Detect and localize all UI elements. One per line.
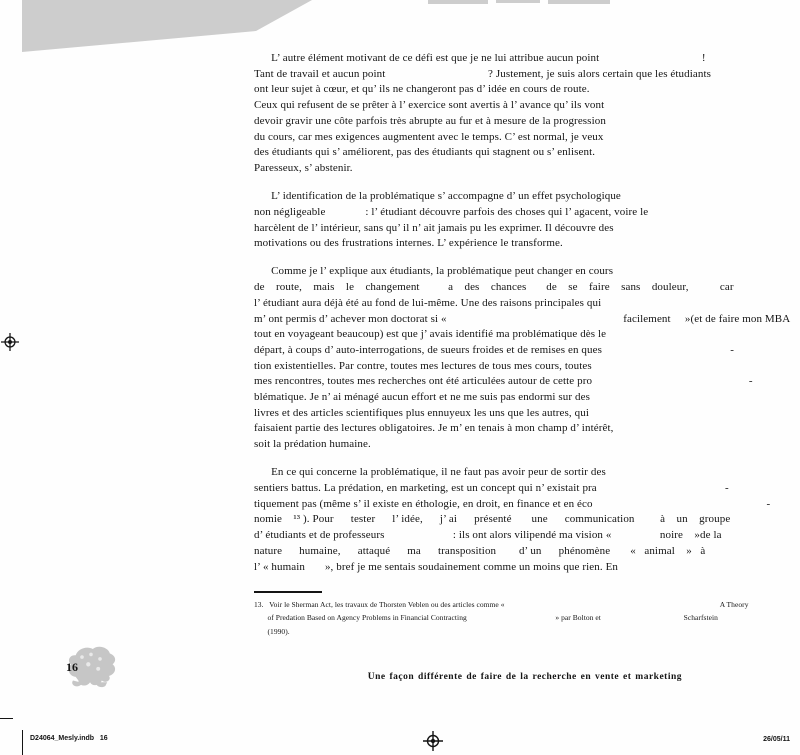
main-text-column bbox=[254, 51, 791, 638]
text-line: d’ étudiants et de professeurs : ils ont alors vilipendé ma vision « noire »de la bbox=[254, 529, 722, 542]
text-line: Ceux qui refusent de se prêter à l’ exercice sont avertis à l’ avance qu’ ils vont bbox=[254, 99, 605, 112]
text-line: 13. Voir le Sherman Act, les travaux de Thorsten Veblen ou des articles comme « A Theory bbox=[254, 599, 749, 609]
running-footer-title: Une façon différente de faire de la recherche en vente et marketing bbox=[367, 672, 682, 682]
text-line: ont leur sujet à cœur, et qu’ ils ne changeront pas d’ idée en cours de route. bbox=[254, 83, 590, 96]
slug-filename: D24064_Mesly.indb 16 bbox=[30, 735, 108, 742]
text-line: (1990). bbox=[254, 626, 290, 636]
registration-mark-icon bbox=[423, 731, 443, 751]
paragraph bbox=[254, 51, 734, 177]
text-line: Tant de travail et aucun point ? Justement, je suis alors certain que les étudiants bbox=[254, 67, 712, 80]
text-line: faisaient partie des lectures obligatoires. Je m’ en tenais à mon champ d’ intérêt, bbox=[254, 422, 614, 435]
text-line: tiquement pas (même s’ il existe en éthologie, en droit, en finance et en éco - bbox=[254, 497, 771, 510]
text-line: motivations ou des frustrations internes. L’ expérience le transforme. bbox=[254, 237, 563, 250]
text-line: non négligeable : l’ étudiant découvre parfois des choses qui l’ agacent, voire le bbox=[254, 205, 649, 218]
text-line: nature humaine, attaqué ma transposition d’ un phénomène « animal » à bbox=[254, 544, 706, 557]
text-line: l’ étudiant aura déjà été au fond de lui-même. Une des raisons principales qui bbox=[254, 296, 602, 309]
text-line: départ, à coups d’ auto-interrogations, de sueurs froides et de remises en ques - bbox=[254, 343, 734, 356]
text-line: of Predation Based on Agency Problems in Financial Contracting » par Bolton et Scharfstein bbox=[254, 613, 718, 623]
registration-mark-icon bbox=[1, 333, 19, 351]
page-edge-strip bbox=[548, 0, 610, 4]
text-line: soit la prédation humaine. bbox=[254, 438, 371, 451]
text-line: des étudiants qui s’ améliorent, pas des étudiants qui stagnent ou s’ enlisent. bbox=[254, 146, 596, 159]
paragraph bbox=[254, 189, 734, 252]
text-line: sentiers battus. La prédation, en marketing, est un concept qui n’ existait pra - bbox=[254, 482, 729, 495]
slug-date: 26/05/11 bbox=[763, 736, 790, 743]
text-line: livres et des articles scientifiques plus ennuyeux les uns que les autres, qui bbox=[254, 406, 589, 419]
text-line: tout en voyageant beaucoup) est que j’ avais identifié ma problématique dès le bbox=[254, 328, 607, 341]
crop-mark-horizontal bbox=[0, 718, 13, 719]
paragraph bbox=[254, 264, 791, 452]
text-line: harcèlent de l’ intérieur, sans qu’ il n’ ait jamais pu les exprimer. Il découvre des bbox=[254, 221, 614, 234]
text-line: Comme je l’ explique aux étudiants, la problématique peut changer en cours bbox=[254, 265, 614, 278]
page-edge-strip bbox=[428, 0, 488, 4]
text-line: du cours, car mes exigences augmentent avec le temps. C’ est normal, je veux bbox=[254, 130, 604, 143]
crop-mark-vertical bbox=[22, 730, 23, 755]
text-line: Paresseux, s’ abstenir. bbox=[254, 161, 353, 174]
text-line: L’ identification de la problématique s’ accompagne d’ un effet psychologique bbox=[254, 190, 621, 203]
text-line: nomie ¹³ ). Pour tester l’ idée, j’ ai présenté une communication à un groupe bbox=[254, 513, 731, 526]
page-edge-strip bbox=[496, 0, 540, 3]
paragraph bbox=[254, 465, 771, 575]
text-line: de route, mais le changement a des chances de se faire sans douleur, car bbox=[254, 281, 734, 294]
text-line: blématique. Je n’ ai ménagé aucun effort et ne me suis pas endormi sur des bbox=[254, 391, 590, 404]
text-line: devoir gravir une côte parfois très abrupte au fur et à mesure de la progression bbox=[254, 114, 606, 127]
footnote bbox=[254, 598, 749, 639]
text-line: l’ « humain », bref je me sentais soudainement comme un moins que rien. En bbox=[254, 560, 618, 573]
text-line: mes rencontres, toutes mes recherches ont été articulées autour de cette pro - bbox=[254, 375, 753, 388]
text-line: tion existentielles. Par contre, toutes mes lectures de tous mes cours, toutes bbox=[254, 359, 592, 372]
footnote-separator-rule bbox=[254, 591, 322, 593]
page-number: 16 bbox=[66, 660, 78, 674]
text-line: L’ autre élément motivant de ce défi est que je ne lui attribue aucun point ! bbox=[254, 52, 706, 64]
text-line: En ce qui concerne la problématique, il ne faut pas avoir peur de sortir des bbox=[254, 466, 606, 479]
text-line: m’ ont permis d’ achever mon doctorat si « facilement »(et de faire mon MBA bbox=[254, 312, 791, 325]
